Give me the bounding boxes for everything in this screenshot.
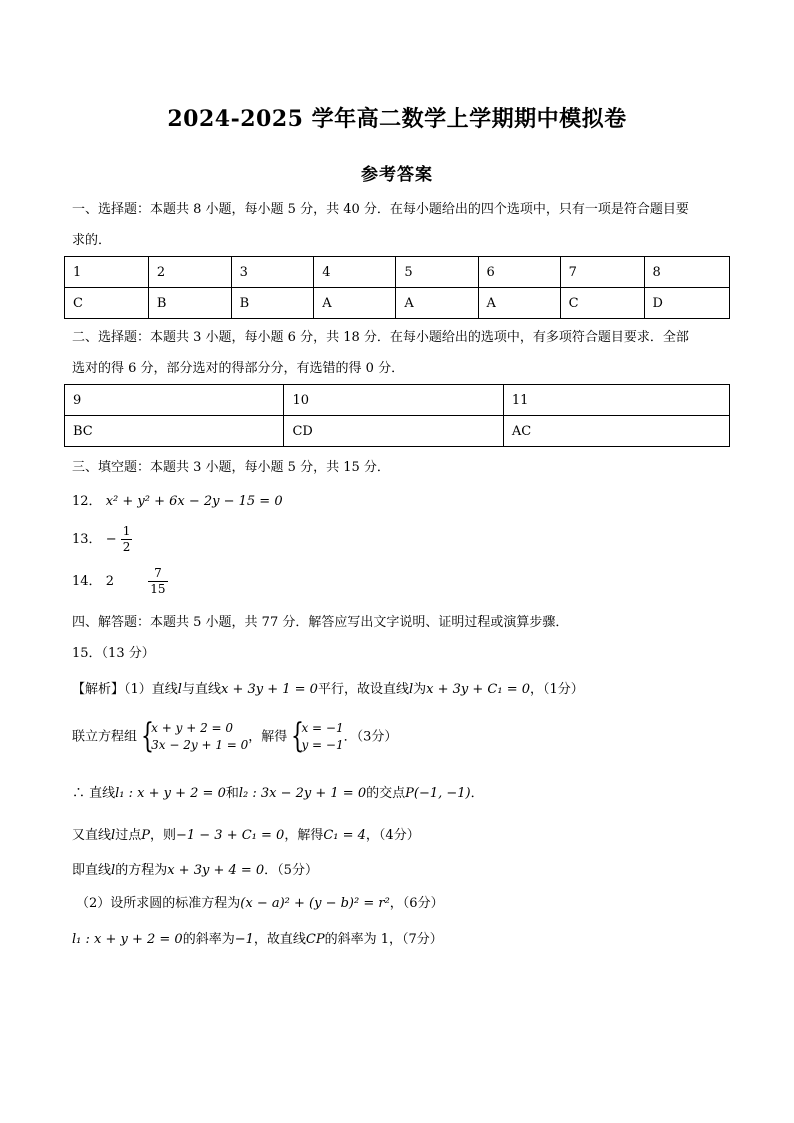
table-cell: 1 — [65, 257, 149, 288]
q13-denominator: 2 — [122, 540, 131, 554]
system-equation-2: 3x − 2y + 1 = 0 — [151, 738, 249, 752]
math-span: l — [177, 682, 182, 697]
text-span: 的斜率为 1，（7分） — [324, 932, 443, 947]
text-span: ． — [470, 786, 484, 801]
text-span: 的斜率为 — [182, 932, 235, 947]
text-span: ∴ 直线 — [72, 786, 116, 801]
math-span: −1 — [234, 932, 254, 947]
text-span: 的交点 — [366, 786, 406, 801]
section1-intro-line2: 求的． — [72, 233, 112, 248]
table-cell: 5 — [396, 257, 478, 288]
table-cell: 8 — [644, 257, 729, 288]
table-cell: 11 — [503, 385, 729, 416]
math-span: CP — [305, 932, 325, 947]
math-span: P(−1, −1) — [405, 786, 471, 801]
document-title: 2024-2025 学年高二数学上学期期中模拟卷 — [167, 106, 627, 132]
text-span: 联立方程组 — [72, 729, 138, 745]
q12-label: 12． — [72, 494, 102, 509]
text-span: ，（4分） — [365, 828, 420, 843]
analysis-tag: 【解析】 — [72, 682, 125, 697]
brace-icon: { — [141, 716, 155, 756]
math-span: l — [111, 828, 116, 843]
q14-label: 14． — [72, 574, 102, 589]
section2-answer-table — [64, 384, 730, 447]
text-span: ．（5分） — [264, 863, 318, 878]
q14-denominator: 15 — [150, 582, 166, 596]
text-span: ，解得 — [284, 828, 324, 843]
document-subtitle: 参考答案 — [361, 165, 433, 185]
solution-line-6 — [76, 892, 444, 911]
solution-system — [291, 716, 344, 756]
solution-line-4 — [72, 824, 420, 843]
table-cell: 10 — [284, 385, 503, 416]
math-span: C₁ = 4 — [323, 828, 366, 843]
table-cell: CD — [284, 416, 503, 447]
math-span: x + 3y + C₁ = 0 — [426, 682, 531, 697]
text-span: 的方程为 — [115, 863, 168, 878]
text-span: 过点 — [115, 828, 142, 843]
q13-numerator: 1 — [122, 524, 131, 538]
text-span: （1）直线 — [124, 682, 178, 697]
q13-sign: − — [105, 532, 117, 547]
text-span: ，故直线 — [253, 932, 306, 947]
table-cell: C — [560, 288, 644, 319]
solution-line-2 — [72, 716, 398, 756]
answer-q12 — [72, 490, 283, 509]
section2-intro — [72, 322, 728, 384]
brace-icon: { — [291, 716, 305, 756]
table-cell: 3 — [231, 257, 314, 288]
math-span: P — [141, 828, 150, 843]
equation-system — [141, 716, 249, 756]
text-span: ，解得 — [248, 729, 288, 745]
answer-q13 — [72, 524, 132, 555]
table-cell: A — [478, 288, 560, 319]
solution-equation-2: y = −1 — [301, 738, 344, 752]
q13-fraction — [121, 524, 133, 555]
section1-answer-table — [64, 256, 730, 319]
q13-label: 13． — [72, 532, 102, 547]
section1-intro — [72, 194, 728, 256]
table-cell: D — [644, 288, 729, 319]
q14-answer-1: 2 — [105, 574, 114, 589]
text-span: ．（3分） — [343, 729, 398, 745]
math-span: l — [408, 682, 414, 697]
answer-q14 — [72, 566, 168, 597]
system-equation-1: x + y + 2 = 0 — [151, 721, 234, 735]
math-span: l — [111, 863, 116, 878]
table-cell: BC — [65, 416, 284, 447]
text-span: 又直线 — [72, 828, 112, 843]
table-row-answers — [65, 288, 730, 319]
text-span: （2）设所求圆的标准方程为 — [76, 896, 241, 911]
math-span: l₁ : x + y + 2 = 0 — [72, 932, 183, 947]
table-row-numbers — [65, 385, 730, 416]
table-cell: AC — [503, 416, 729, 447]
math-span: l₁ : x + y + 2 = 0 — [115, 786, 226, 801]
table-row-numbers — [65, 257, 730, 288]
q15-header: 15．（13 分） — [72, 646, 155, 661]
section2-intro-line1: 二、选择题：本题共 3 小题，每小题 6 分，共 18 分．在每小题给出的选项中，有多项符合题目要求．全部 — [72, 330, 689, 345]
text-span: 与直线 — [181, 682, 221, 697]
table-cell: A — [396, 288, 478, 319]
table-cell: 9 — [65, 385, 284, 416]
text-span: 为 — [413, 682, 427, 697]
q14-numerator: 7 — [148, 566, 167, 582]
math-span: x + 3y + 1 = 0 — [220, 682, 318, 697]
text-span: ，（6分） — [389, 896, 444, 911]
q14-fraction — [148, 566, 167, 597]
solution-line-1 — [72, 678, 584, 697]
section1-intro-line1: 一、选择题：本题共 8 小题，每小题 5 分，共 40 分．在每小题给出的四个选项中，只有一项是符合题目要 — [72, 202, 689, 217]
section3-intro: 三、填空题：本题共 3 小题，每小题 5 分，共 15 分． — [72, 460, 390, 475]
solution-line-5 — [72, 859, 318, 878]
text-span: 平行，故设直线 — [317, 682, 409, 697]
table-cell: A — [314, 288, 396, 319]
math-span: (x − a)² + (y − b)² = r² — [240, 896, 390, 911]
table-cell: 4 — [314, 257, 396, 288]
table-cell: C — [65, 288, 149, 319]
text-span: 和 — [225, 786, 239, 801]
math-span: l₂ : 3x − 2y + 1 = 0 — [238, 786, 367, 801]
solution-equation-1: x = −1 — [301, 721, 344, 735]
text-span: ，则 — [149, 828, 176, 843]
text-span: 即直线 — [72, 863, 112, 878]
math-span: −1 − 3 + C₁ = 0 — [175, 828, 285, 843]
section2-intro-line2: 选对的得 6 分，部分选对的得部分分，有选错的得 0 分． — [72, 361, 405, 376]
table-cell: 7 — [560, 257, 644, 288]
q12-equation: x² + y² + 6x − 2y − 15 = 0 — [105, 494, 283, 509]
text-span: ，（1分） — [530, 682, 584, 697]
table-row-answers — [65, 416, 730, 447]
math-span: x + 3y + 4 = 0 — [167, 863, 265, 878]
solution-line-3 — [72, 782, 484, 801]
table-cell: B — [231, 288, 314, 319]
table-cell: 6 — [478, 257, 560, 288]
section4-intro: 四、解答题：本题共 5 小题，共 77 分．解答应写出文字说明、证明过程或演算步骤． — [72, 615, 569, 630]
table-cell: B — [148, 288, 231, 319]
table-cell: 2 — [148, 257, 231, 288]
solution-line-7 — [72, 928, 443, 947]
